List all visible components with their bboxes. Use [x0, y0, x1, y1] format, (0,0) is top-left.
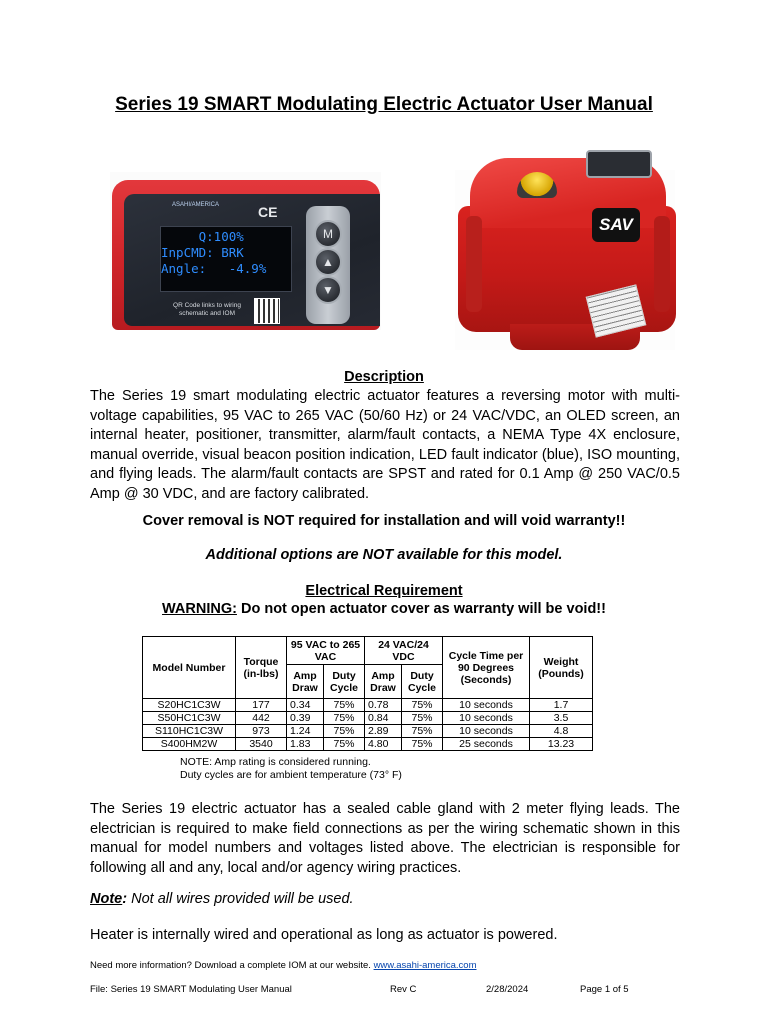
oled-line-2: InpCMD: BRK: [161, 245, 244, 260]
cell-vac-amp: 1.83: [287, 738, 324, 751]
cell-model: S110HC1C3W: [143, 725, 236, 738]
options-note: Additional options are NOT available for this model.: [205, 547, 563, 563]
heater-text: Heater is internally wired and operational as long as actuator is powered.: [90, 927, 558, 943]
cell-torque: 973: [236, 725, 287, 738]
cell-vdc-amp: 2.89: [365, 725, 402, 738]
wiring-text: The Series 19 electric actuator has a sealed cable gland with 2 meter flying leads. The electrician is required to make field connections as per the wiring schematic shown in this manual for model numbers and voltages listed above. The electrician is responsible for following all and any, local and/or agency wiring practices.: [90, 801, 680, 876]
cell-cycle: 10 seconds: [443, 712, 530, 725]
down-button-icon: ▼: [314, 276, 342, 304]
electrical-heading: Electrical Requirement: [305, 583, 463, 599]
spec-table: [142, 636, 593, 751]
header-vac-duty: Duty Cycle: [324, 665, 365, 699]
cell-vac-amp: 1.24: [287, 725, 324, 738]
footer-date: 2/28/2024: [486, 984, 529, 995]
cell-vdc-duty: 75%: [402, 738, 443, 751]
cell-cycle: 10 seconds: [443, 699, 530, 712]
oled-line-1: Q:100%: [161, 229, 244, 244]
menu-button-icon: M: [314, 220, 342, 248]
note-text: Not all wires provided will be used.: [127, 891, 354, 907]
description-text: The Series 19 smart modulating electric actuator features a reversing motor with multi-voltage capabilities, 95 VAC to 265 VAC (50/60 Hz) or 24 VAC/VDC, an OLED screen, an internal heater, positioner, transmitter, alarm/fault contacts, a NEMA Type 4X enclosure, manual override, visual beacon position indication, LED fault indicator (blue), ISO mounting, and flying leads. The alarm/fault contacts are SPST and rated for 0.1 Amp @ 250 VAC/0.5 Amp @ 30 VDC, and are factory calibrated.: [90, 388, 680, 502]
warning-label: WARNING:: [162, 601, 237, 617]
cell-vdc-duty: 75%: [402, 712, 443, 725]
note-label: Note: [90, 891, 123, 907]
website-link[interactable]: www.asahi-america.com: [373, 960, 477, 971]
header-vdc-duty: Duty Cycle: [402, 665, 443, 699]
electrical-warning: [0, 601, 768, 617]
cell-vac-amp: 0.39: [287, 712, 324, 725]
table-row: [143, 738, 593, 751]
cell-vdc-duty: 75%: [402, 725, 443, 738]
cell-vac-duty: 75%: [324, 725, 365, 738]
cell-torque: 3540: [236, 738, 287, 751]
note-colon: :: [122, 891, 128, 907]
ce-mark: CE: [258, 204, 278, 220]
cell-cycle: 25 seconds: [443, 738, 530, 751]
qr-code-icon: [254, 298, 280, 324]
qr-caption: QR Code links to wiring schematic and IOM: [173, 302, 241, 317]
cell-weight: 13.23: [530, 738, 593, 751]
table-row: [143, 712, 593, 725]
actuator-rib-left: [466, 216, 482, 312]
cell-vac-duty: 75%: [324, 712, 365, 725]
document-title: Series 19 SMART Modulating Electric Actuator User Manual: [115, 94, 653, 115]
actuator-rib-right: [654, 216, 670, 312]
cell-weight: 3.5: [530, 712, 593, 725]
footer-page: Page 1 of 5: [580, 984, 629, 995]
asahi-logo: ASAHI/AMERICA: [172, 202, 220, 208]
footer-rev: Rev C: [390, 984, 417, 995]
footer-info-text: Need more information? Download a complete IOM at our website.: [90, 960, 374, 971]
cell-vac-amp: 0.34: [287, 699, 324, 712]
table-row: [143, 699, 593, 712]
description-heading: Description: [344, 369, 424, 385]
cell-weight: 1.7: [530, 699, 593, 712]
header-weight: Weight (Pounds): [530, 637, 593, 699]
header-vac-amp: Amp Draw: [287, 665, 324, 699]
actuator-screen: [586, 150, 652, 178]
cell-model: S400HM2W: [143, 738, 236, 751]
cell-model: S50HC1C3W: [143, 712, 236, 725]
footer-file: File: Series 19 SMART Modulating User Manual: [90, 984, 292, 995]
header-model: Model Number: [143, 637, 236, 699]
header-cycle-time: Cycle Time per 90 Degrees (Seconds): [443, 637, 530, 699]
cell-vdc-amp: 0.84: [365, 712, 402, 725]
cell-model: S20HC1C3W: [143, 699, 236, 712]
cell-vac-duty: 75%: [324, 699, 365, 712]
cell-vdc-amp: 0.78: [365, 699, 402, 712]
cell-torque: 177: [236, 699, 287, 712]
wires-note: [90, 890, 680, 910]
oled-line-3: Angle: -4.9%: [161, 261, 267, 276]
sav-brand-logo: SAV: [592, 208, 640, 242]
header-vdc-amp: Amp Draw: [365, 665, 402, 699]
warning-text: Do not open actuator cover as warranty will be void!!: [236, 601, 606, 617]
cell-cycle: 10 seconds: [443, 725, 530, 738]
cell-vac-duty: 75%: [324, 738, 365, 751]
header-vdc: 24 VAC/24 VDC: [365, 637, 443, 665]
up-button-icon: ▲: [314, 248, 342, 276]
footer-info: [90, 960, 477, 971]
oled-screen: [160, 226, 292, 292]
table-row: [143, 725, 593, 738]
table-note-duty: Duty cycles are for ambient temperature (73° F): [180, 769, 402, 781]
header-vac: 95 VAC to 265 VAC: [287, 637, 365, 665]
cell-torque: 442: [236, 712, 287, 725]
table-note-amp: NOTE: Amp rating is considered running.: [180, 756, 371, 768]
header-torque: Torque (in-lbs): [236, 637, 287, 699]
cell-weight: 4.8: [530, 725, 593, 738]
cell-vdc-duty: 75%: [402, 699, 443, 712]
cell-vdc-amp: 4.80: [365, 738, 402, 751]
cover-warning: Cover removal is NOT required for installation and will void warranty!!: [142, 513, 626, 529]
